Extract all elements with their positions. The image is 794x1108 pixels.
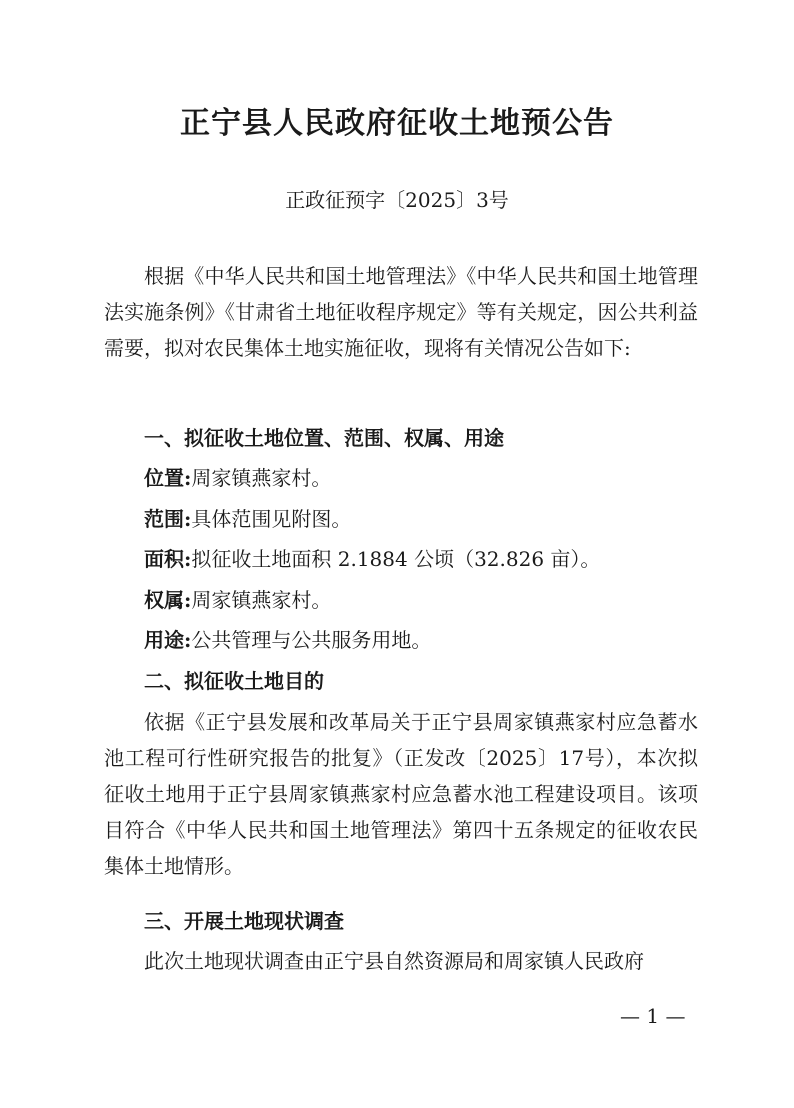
- section-heading-purpose: 二、拟征收土地目的: [144, 669, 324, 693]
- field-label: 面积:: [144, 547, 192, 571]
- section-heading-location: 一、拟征收土地位置、范围、权属、用途: [144, 426, 504, 450]
- intro-paragraph: 根据《中华人民共和国土地管理法》《中华人民共和国土地管理法实施条例》《甘肃省土地征收程序规定》等有关规定，因公共利益需要，拟对农民集体土地实施征收，现将有关情况公告如下:: [104, 264, 698, 360]
- survey-paragraph: 此次土地现状调查由正宁县自然资源局和周家镇人民政府: [144, 949, 644, 973]
- document-title: 正宁县人民政府征收土地预公告: [180, 106, 614, 141]
- field-ownership: [144, 582, 331, 618]
- section-heading-survey: 三、开展土地现状调查: [144, 909, 344, 933]
- field-usage: [144, 622, 431, 658]
- document-number: 正政征预字〔2025〕3号: [285, 188, 509, 212]
- field-label: 权属:: [144, 588, 192, 612]
- field-value: 周家镇燕家村。: [191, 466, 332, 490]
- purpose-paragraph: 依据《正宁县发展和改革局关于正宁县周家镇燕家村应急蓄水池工程可行性研究报告的批复》（正发改〔2025〕17号），本次拟征收土地用于正宁县周家镇燕家村应急蓄水池工程建设项目。该项目符合《中华人民共和国土地管理法》第四十五条规定的征收农民集体土地情形。: [104, 710, 698, 878]
- field-value: 公共管理与公共服务用地。: [191, 628, 432, 652]
- field-scope: [144, 501, 351, 537]
- field-label: 范围:: [144, 507, 192, 531]
- field-value: 拟征收土地面积 2.1884 公顷（32.826 亩）。: [191, 547, 601, 571]
- field-value: 具体范围见附图。: [191, 507, 352, 531]
- page-number: — 1 —: [620, 1004, 686, 1028]
- field-label: 位置:: [144, 466, 192, 490]
- field-value: 周家镇燕家村。: [191, 588, 332, 612]
- field-area: [144, 541, 600, 577]
- field-label: 用途:: [144, 628, 192, 652]
- field-location: [144, 460, 331, 496]
